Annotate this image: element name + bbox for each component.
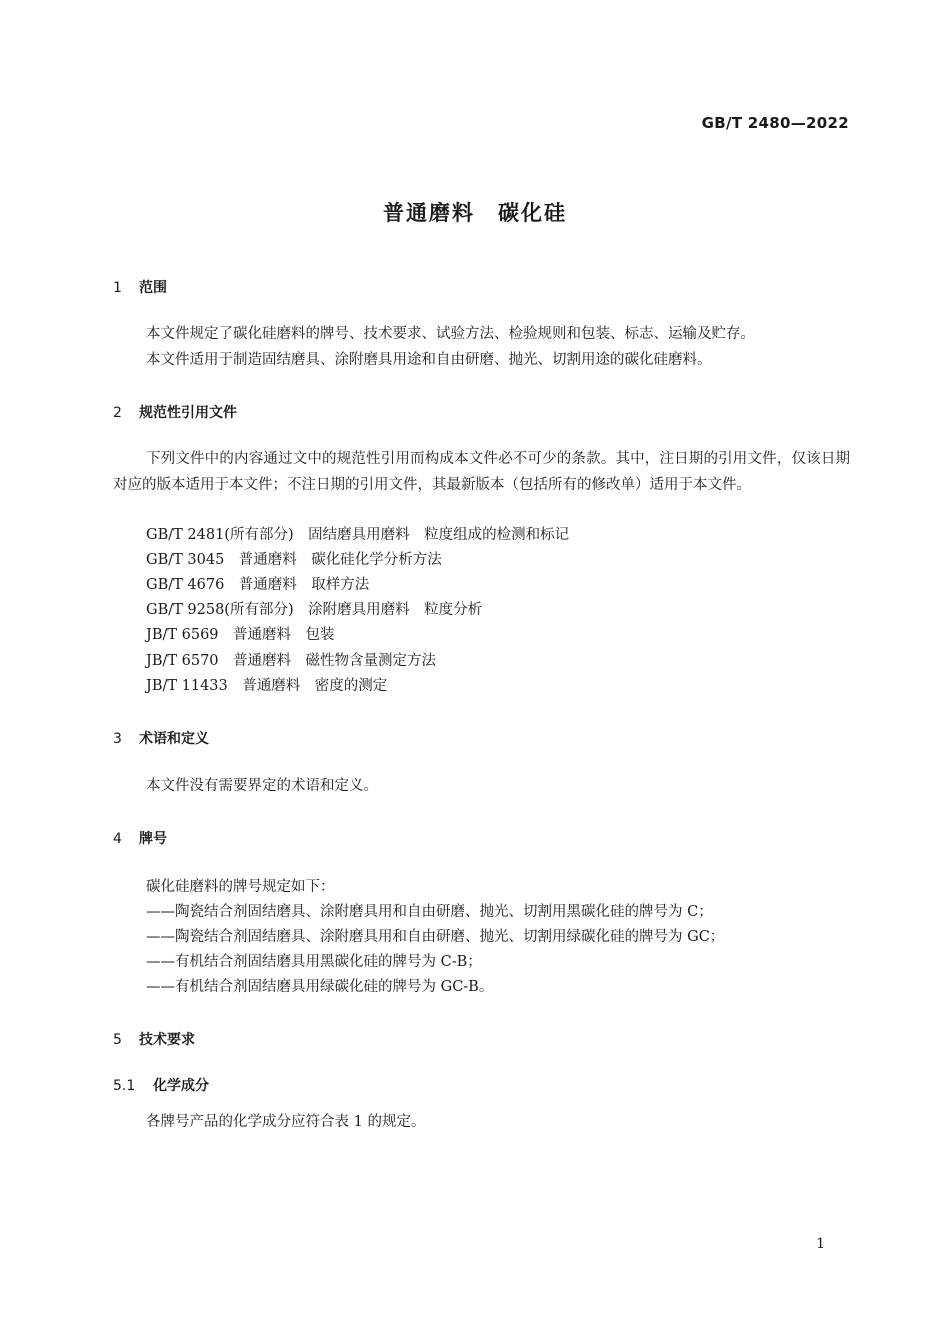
section-number: 4 — [113, 831, 122, 847]
chemical-paragraph: 各牌号产品的化学成分应符合表 1 的规定。 — [146, 1114, 426, 1130]
section-3-heading — [113, 728, 209, 748]
section-number: 2 — [113, 405, 122, 421]
section-title: 技术要求 — [139, 1032, 195, 1048]
page-number: 1 — [816, 1236, 825, 1252]
references-intro: 下列文件中的内容通过文中的规范性引用而构成本文件必不可少的条款。其中，注日期的引用文件，仅该日期对应的版本适用于本文件；不注日期的引用文件，其最新版本（包括所有的修改单）适用于本文件。 — [113, 451, 850, 493]
reference-item: GB/T 9258(所有部分) 涂附磨具用磨料 粒度分析 — [146, 602, 483, 618]
grade-item: ——有机结合剂固结磨具用绿碳化硅的牌号为 GC-B。 — [146, 979, 494, 995]
section-5-1-heading — [113, 1075, 209, 1095]
document-title: 普通磨料 碳化硅 — [383, 201, 567, 225]
reference-item: JB/T 6569 普通磨料 包装 — [146, 627, 335, 643]
section-title: 牌号 — [139, 831, 167, 847]
section-number: 3 — [113, 731, 122, 747]
section-number: 5.1 — [113, 1078, 136, 1094]
document-number: GB/T 2480—2022 — [701, 114, 849, 132]
reference-item: GB/T 2481(所有部分) 固结磨具用磨料 粒度组成的检测和标记 — [146, 527, 570, 543]
grade-item: ——有机结合剂固结磨具用黑碳化硅的牌号为 C-B； — [146, 954, 482, 970]
section-number: 1 — [113, 280, 122, 296]
scope-paragraph: 本文件适用于制造固结磨具、涂附磨具用途和自由研磨、抛光、切割用途的碳化硅磨料。 — [146, 352, 712, 368]
section-1-heading — [113, 277, 167, 297]
section-4-heading — [113, 828, 167, 848]
section-5-heading — [113, 1029, 195, 1049]
section-2-heading — [113, 402, 237, 422]
reference-item: GB/T 3045 普通磨料 碳化硅化学分析方法 — [146, 552, 442, 568]
section-title: 范围 — [139, 280, 167, 296]
reference-item: GB/T 4676 普通磨料 取样方法 — [146, 577, 370, 593]
grade-item: ——陶瓷结合剂固结磨具、涂附磨具用和自由研磨、抛光、切割用黑碳化硅的牌号为 C； — [146, 904, 713, 920]
grades-intro: 碳化硅磨料的牌号规定如下： — [146, 879, 335, 895]
scope-paragraph: 本文件规定了碳化硅磨料的牌号、技术要求、试验方法、检验规则和包装、标志、运输及贮存。 — [146, 326, 755, 342]
reference-item: JB/T 11433 普通磨料 密度的测定 — [146, 678, 388, 694]
section-title: 规范性引用文件 — [139, 405, 237, 421]
grade-item: ——陶瓷结合剂固结磨具、涂附磨具用和自由研磨、抛光、切割用绿碳化硅的牌号为 GC； — [146, 929, 725, 945]
section-title: 术语和定义 — [139, 731, 209, 747]
section-number: 5 — [113, 1032, 122, 1048]
reference-item: JB/T 6570 普通磨料 磁性物含量测定方法 — [146, 653, 437, 669]
terms-paragraph: 本文件没有需要界定的术语和定义。 — [146, 778, 378, 794]
section-title: 化学成分 — [153, 1078, 209, 1094]
